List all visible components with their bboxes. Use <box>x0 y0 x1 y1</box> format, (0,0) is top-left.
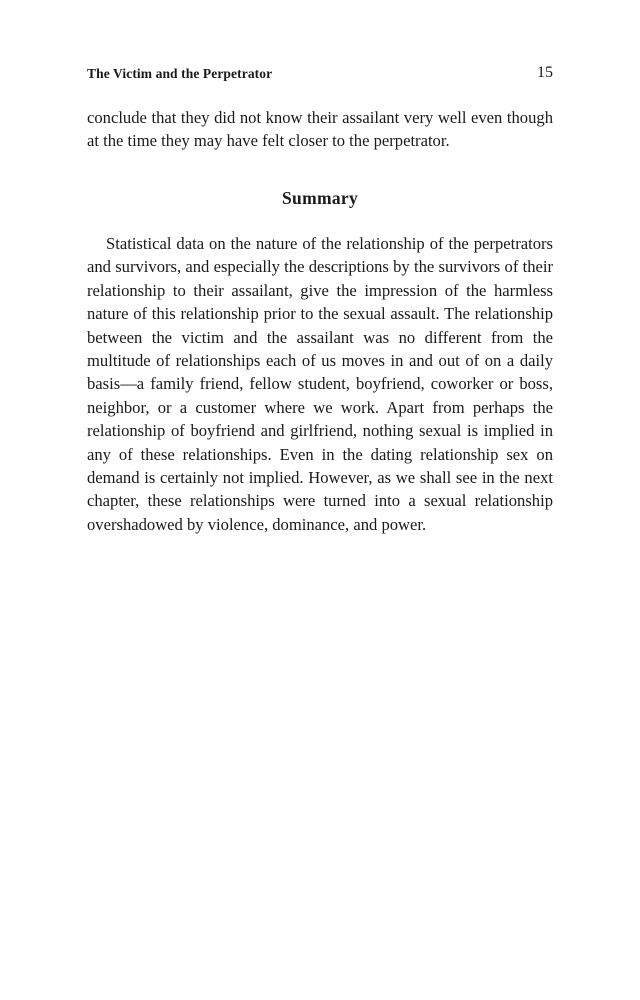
running-title: The Victim and the Perpetrator <box>87 66 273 81</box>
book-page <box>87 0 553 1000</box>
section-heading: Summary <box>282 188 358 208</box>
running-head <box>87 66 553 86</box>
body-paragraph: conclude that they did not know their assailant very well even though at the time they may have felt closer to the perpetrator. <box>87 108 553 151</box>
page-number: 15 <box>537 64 553 81</box>
summary-paragraph: Statistical data on the nature of the relationship of the perpetrators and survivors, and especially the descriptions by the survivors of their relationship to their assailant, give the impression of the harmless nature of this relationship prior to the sexual assault. The relationship between the victim and the assailant was no different from the multitude of relationships each of us moves in and out of on a daily basis—a family friend, fellow student, boyfriend, coworker or boss, neighbor, or a customer where we work. Apart from perhaps the relationship of boyfriend and girlfriend, nothing sexual is implied in any of these relationships. Even in the dating relationship sex on demand is certainly not implied. However, as we shall see in the next chapter, these relationships were turned into a sexual relationship overshadowed by violence, dominance, and power. <box>87 234 553 534</box>
